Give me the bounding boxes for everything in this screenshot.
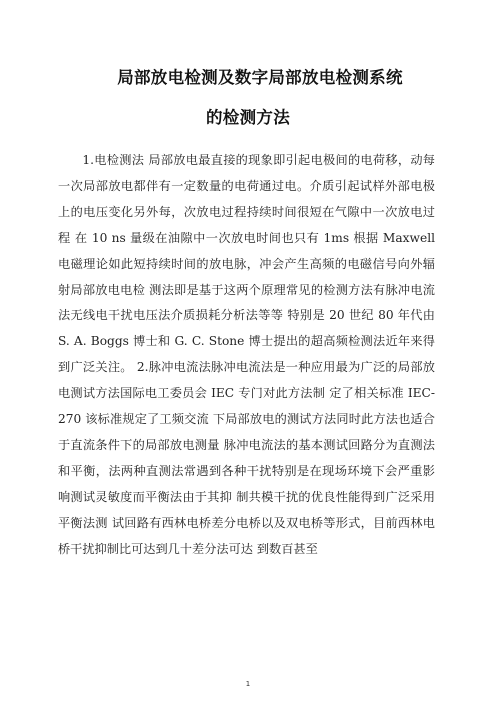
body-paragraph: 1.电检测法 局部放电最直接的现象即引起电极间的电荷移，动每一次局部放电都伴有一定数量的电荷通过电。介质引起试样外部电极上的电压变化另外每，次放电过程持续时间很短在气隙中一次放电过程 在 10 ns 量级在油隙中一次放电时间也只有 1ms 根据 Maxwell 电磁理论如此短持续时间的放电脉，冲会产生高频的电磁信号向外辐射局部放电电检 测法即是基于这两个原理常见的检测方法有脉冲电流法无线电干扰电压法介质损耗分析法等等 特别是 20 世纪 80 年代由 S. A. Boggs 博士和 G. C. Stone 博士提出的超高频检测法近年来得到广泛关注。 2.脉冲电流法脉冲电流法是一种应用最为广泛的局部放电测试方法国际电工委员会 IEC 专门对此方法制 定了相关标准 IEC-270 该标准规定了工频交流 下局部放电的测试方法同时此方法也适合于直流条件下的局部放电测量 脉冲电流法的基本测试回路分为直测法和平衡，法两种直测法常遇到各种干扰特别是在现场环境下会严重影响测试灵敏度而平衡法由于其抑 制共模干扰的优良性能得到广泛采用平衡法测 试回路有西林电桥差分电桥以及双电桥等形式，目前西林电桥干扰抑制比可达到几十差分法可达 到数百甚至 <box>58 153 435 556</box>
page-number: 1 <box>245 680 251 688</box>
document-title-line-1: 局部放电检测及数字局部放电检测系统 <box>117 68 403 87</box>
document-title-line-2: 的检测方法 <box>206 108 290 127</box>
